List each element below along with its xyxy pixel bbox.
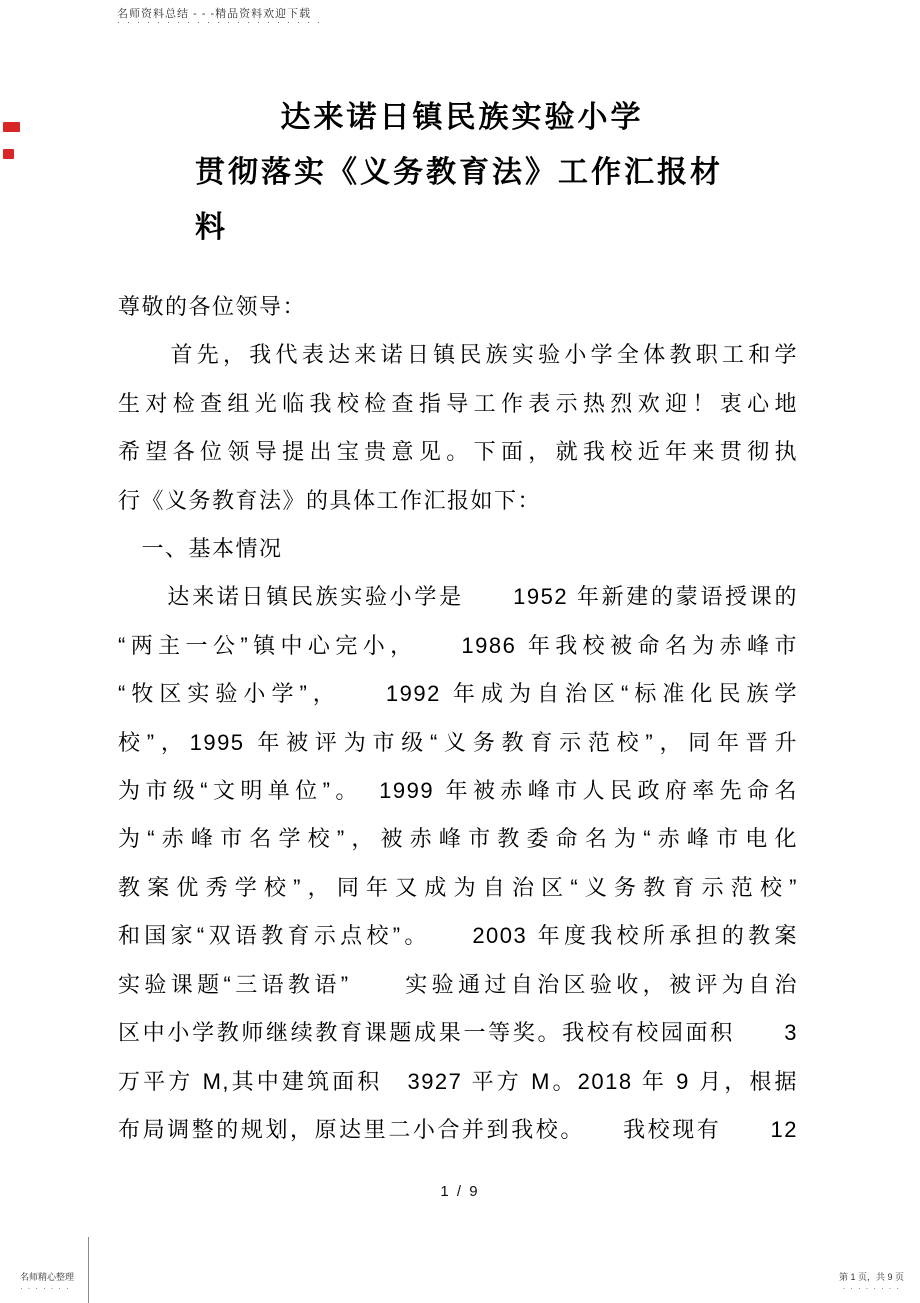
- body-line: 和国家“双语教育示点校”。 2003 年度我校所承担的教案: [118, 923, 798, 949]
- header-note: 名师资料总结 - - -精品资料欢迎下载: [117, 8, 312, 20]
- body-line: “两主一公”镇中心完小， 1986 年我校被命名为赤峰市: [118, 632, 798, 658]
- document-title: [195, 90, 729, 255]
- body-line: 教案优秀学校”，同年又成为自治区“义务教育示范校”: [118, 874, 798, 900]
- body-line: 达来诺日镇民族实验小学是 1952 年新建的蒙语授课的: [118, 584, 798, 610]
- body-line: 尊敬的各位领导：: [118, 294, 307, 319]
- body-line: “牧区实验小学”， 1992 年成为自治区“标准化民族学: [118, 681, 798, 707]
- footer-right-dotted-separator: ········: [842, 1284, 904, 1293]
- text-frame-edge-line: [88, 1237, 89, 1303]
- document-body: [118, 283, 798, 1154]
- body-line: 布局调整的规划，原达里二小合并到我校。 我校现有 12: [118, 1116, 798, 1142]
- body-line: 首先，我代表达来诺日镇民族实验小学全体教职工和学: [118, 342, 798, 368]
- title-line-2: 贯彻落实《义务教育法》工作汇报材: [195, 156, 723, 189]
- margin-revision-mark-icon: [3, 122, 20, 132]
- body-line: 区中小学教师继续教育课题成果一等奖。我校有校园面积 3: [118, 1020, 798, 1046]
- body-line: 校”，1995 年被评为市级“义务教育示范校”，同年晋升: [118, 729, 798, 755]
- margin-revision-mark-icon: [3, 149, 14, 159]
- body-line: 生对检查组光临我校检查指导工作表示热烈欢迎！衷心地: [118, 390, 798, 416]
- title-line-1: 达来诺日镇民族实验小学: [280, 101, 644, 134]
- body-line: 行《义务教育法》的具体工作汇报如下：: [118, 487, 542, 513]
- page-number: 1 / 9: [440, 1183, 480, 1200]
- body-line: 希望各位领导提出宝贵意见。下面，就我校近年来贯彻执: [118, 439, 798, 465]
- footer-left-note: 名师精心整理: [20, 1272, 75, 1282]
- footer-left-dotted-separator: ·······: [20, 1284, 74, 1293]
- body-line: 一、基本情况: [118, 536, 283, 562]
- body-line: 为市级“文明单位”。 1999 年被赤峰市人民政府率先命名: [118, 778, 798, 804]
- header-dotted-separator: ·····················: [117, 17, 327, 27]
- body-line: 万平方 M,其中建筑面积 3927 平方 M。2018 年 9 月，根据: [118, 1068, 798, 1094]
- title-line-3: 料: [195, 211, 228, 244]
- body-line: 为“赤峰市名学校”，被赤峰市教委命名为“赤峰市电化: [118, 826, 798, 852]
- footer-right-page-note: 第 1 页，共 9 页: [838, 1272, 904, 1282]
- body-line: 实验课题“三语教语” 实验通过自治区验收，被评为自治: [118, 971, 798, 997]
